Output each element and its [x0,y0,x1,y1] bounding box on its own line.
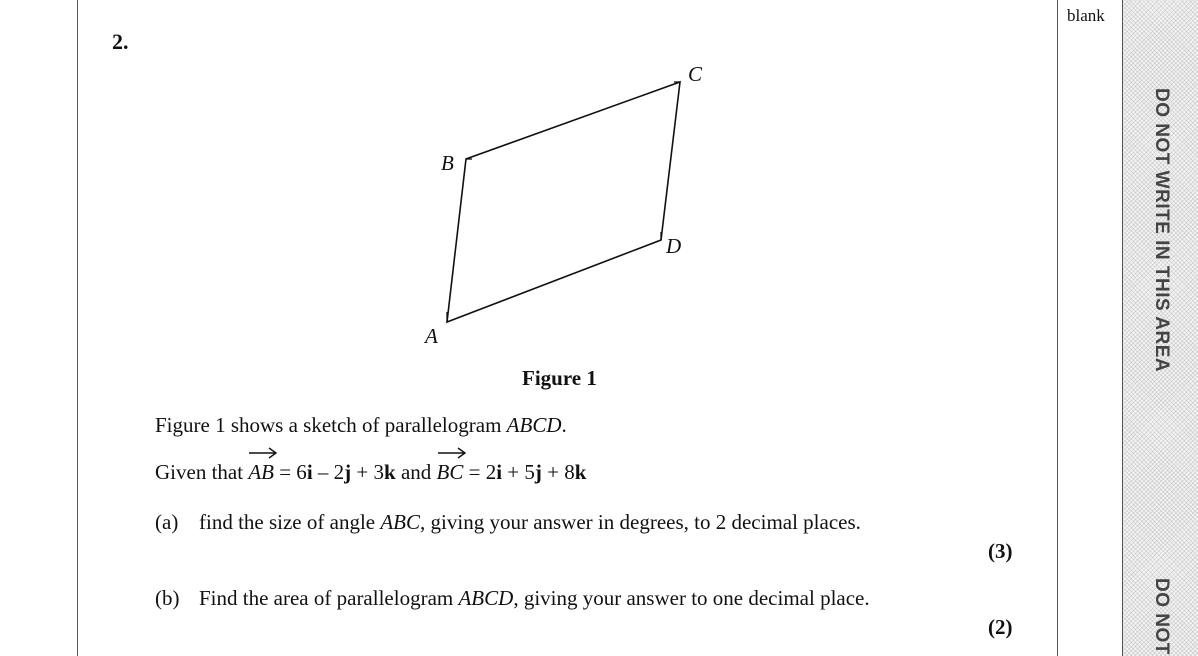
part-b-marks: (2) [988,615,1013,639]
point-label-b: B [441,151,454,175]
question-number: 2. [112,29,129,54]
bc-coef-j: + 5 [502,460,535,484]
given-and: and [395,460,437,484]
point-label-c: C [688,62,703,86]
unit-j: j [534,460,542,484]
intro-text-after: . [561,413,567,437]
vector-bc [437,460,464,485]
part-a-text-before: find the size of angle [199,510,381,534]
part-b-label: (b) [155,586,180,610]
given-prefix: Given that [155,460,249,484]
point-label-d: D [666,234,682,258]
unit-i: i [496,460,503,484]
part-b [155,586,870,611]
part-b-text-after: , giving your answer to one decimal place. [513,586,870,610]
right-margin-rule [1057,0,1058,656]
vector-arrow-icon [437,447,467,459]
part-b-shape: ABCD [458,586,514,610]
intro-shape-name: ABCD [506,413,562,437]
figure-caption: Figure 1 [522,366,597,390]
part-a-text-after: , giving your answer in degrees, to 2 decimal places. [420,510,861,534]
part-a-label: (a) [155,510,179,534]
intro-text [155,413,567,438]
part-a-marks: (3) [988,539,1013,563]
leave-blank-label: blank [1067,6,1105,25]
unit-k: k [384,460,396,484]
part-a-angle: ABC [380,510,421,534]
vector-bc-label: BC [436,460,464,484]
given-vectors-line [155,460,586,485]
vector-ab-label: AB [248,460,274,484]
vector-arrow-icon [248,447,278,459]
bc-coef-k: + 8 [541,460,575,484]
do-not-write-text: DO NOT WRITE IN THIS AREA [1151,88,1172,373]
intro-text-before: Figure 1 shows a sketch of parallelogram [155,413,507,437]
part-a [155,510,861,535]
point-label-a: A [425,324,438,348]
bc-coef-i: = 2 [463,460,497,484]
ab-coef-i: = 6 [273,460,307,484]
part-b-text-before: Find the area of parallelogram [199,586,459,610]
ab-coef-j: – 2 [312,460,345,484]
unit-k: k [574,460,587,484]
unit-i: i [306,460,313,484]
vector-ab [248,460,274,485]
parallelogram-shape [447,82,680,322]
unit-j: j [344,460,352,484]
ab-coef-k: + 3 [351,460,384,484]
do-not-write-text-cut: DO NOT [1151,578,1172,655]
